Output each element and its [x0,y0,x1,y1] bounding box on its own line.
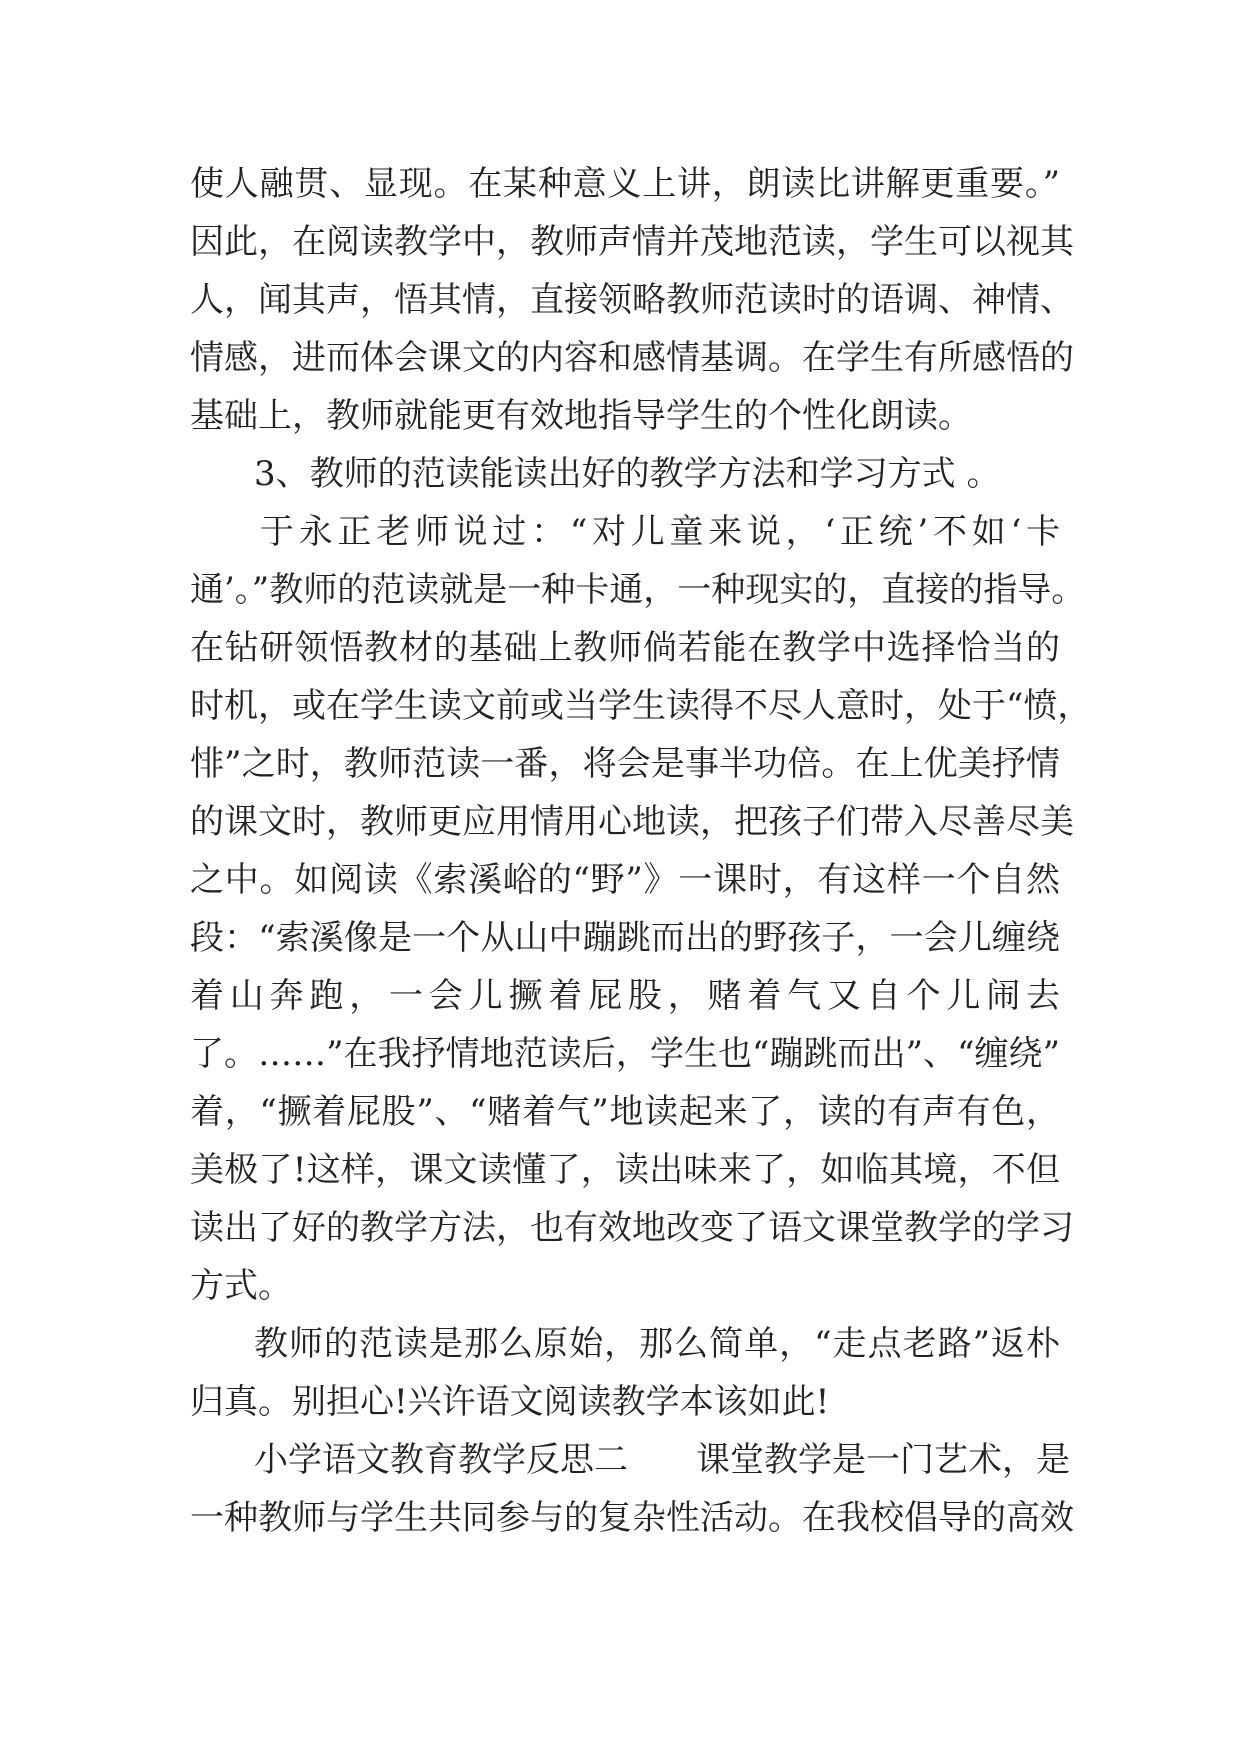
text-line: 在钻研领悟教材的基础上教师倘若能在教学中选择恰当的 [190,628,1060,668]
section-heading: 3、教师的范读能读出好的教学方法和学习方式 。 [254,454,1001,494]
text-line: 通’。”教师的范读就是一种卡通，一种现实的，直接的指导。 [190,570,1086,610]
text-line: 基础上，教师就能更有效地指导学生的个性化朗读。 [190,396,972,436]
text-line: 于永正老师说过：“对儿童来说，‘正统’不如‘卡 [260,512,1060,552]
document-body [190,155,1092,1547]
text-line: 着，“撅着屁股”、“赌着气”地读起来了，读的有声有色， [190,1092,1060,1132]
text-line: 一种教师与学生共同参与的复杂性活动。在我校倡导的高效 [190,1498,1074,1538]
text-line: 教师的范读是那么原始，那么简单，“走点老路”返朴 [254,1324,1060,1364]
text-line: 着山奔跑，一会儿撅着屁股，赌着气又自个儿闹去 [190,976,1060,1016]
text-line: 段：“索溪像是一个从山中蹦跳而出的野孩子，一会儿缠绕 [190,918,1060,958]
text-line: 归真。别担心!兴许语文阅读教学本该如此! [190,1382,830,1422]
text-line: 人，闻其声，悟其情，直接领略教师范读时的语调、神情、 [190,280,1074,320]
text-line: 的课文时，教师更应用情用心地读，把孩子们带入尽善尽美 [190,802,1074,842]
text-line: 情感，进而体会课文的内容和感情基调。在学生有所感悟的 [190,338,1074,378]
text-line: 悱”之时，教师范读一番，将会是事半功倍。在上优美抒情 [190,744,1060,784]
text-line: 小学语文教育教学反思二 课堂教学是一门艺术，是 [254,1440,1070,1480]
text-line: 之中。如阅读《索溪峪的“野”》一课时，有这样一个自然 [190,860,1060,900]
text-line: 美极了!这样，课文读懂了，读出味来了，如临其境，不但 [190,1150,1060,1190]
text-line: 使人融贯、显现。在某种意义上讲，朗读比讲解更重要。” [190,164,1060,204]
text-line: 了。……”在我抒情地范读后，学生也“蹦跳而出”、“缠绕” [190,1034,1060,1074]
text-line: 因此，在阅读教学中，教师声情并茂地范读，学生可以视其 [190,222,1074,262]
text-line: 时机，或在学生读文前或当学生读得不尽人意时，处于“愤， [190,686,1092,726]
text-line: 方式。 [190,1266,292,1306]
text-line: 读出了好的教学方法，也有效地改变了语文课堂教学的学习 [190,1208,1074,1248]
